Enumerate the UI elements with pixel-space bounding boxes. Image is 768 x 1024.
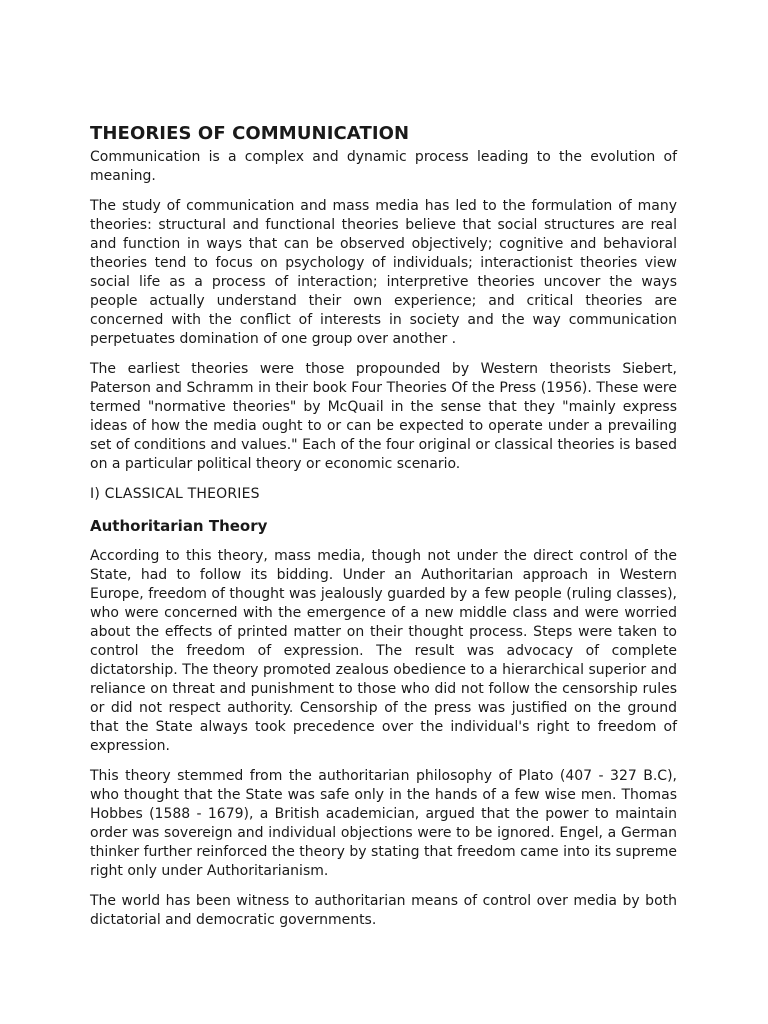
document-page xyxy=(90,122,677,941)
section-heading: I) CLASSICAL THEORIES xyxy=(90,486,260,502)
body-paragraph-2: This theory stemmed from the authoritarian philosophy of Plato (407 - 327 B.C), who thought that the State was safe only in the hands of a few wise men. Thomas Hobbes (1588 - 1679), a British academician, argued that the power to maintain order was sovereign and individual objections were to be ignored. Engel, a German thinker further reinforced the theory by stating that freedom came into its supreme right only under Authoritarianism. xyxy=(90,768,677,879)
body-paragraph-3: The world has been witness to authoritarian means of control over media by both dictatorial and democratic governments. xyxy=(90,893,677,928)
document-title: THEORIES OF COMMUNICATION xyxy=(90,123,410,144)
intro-paragraph-1: Communication is a complex and dynamic process leading to the evolution of meaning. xyxy=(90,149,677,184)
sub-heading: Authoritarian Theory xyxy=(90,517,268,535)
body-paragraph-1: According to this theory, mass media, though not under the direct control of the State, had to follow its bidding. Under an Authoritarian approach in Western Europe, freedom of thought was jealously guarded by a few people (ruling classes), who were concerned with the emergence of a new middle class and were worried about the effects of printed matter on their thought process. Steps were taken to control the freedom of expression. The result was advocacy of complete dictatorship. The theory promoted zealous obedience to a hierarchical superior and reliance on threat and punishment to those who did not follow the censorship rules or did not respect authority. Censorship of the press was justified on the ground that the State always took precedence over the individual's right to freedom of expression. xyxy=(90,548,677,754)
intro-paragraph-2: The study of communication and mass media has led to the formulation of many theories: structural and functional theories believe that social structures are real and function in ways that can be observed objectively; cognitive and behavioral theories tend to focus on psychology of individuals; interactionist theories view social life as a process of interaction; interpretive theories uncover the ways people actually understand their own experience; and critical theories are concerned with the conflict of interests in society and the way communication perpetuates domination of one group over another . xyxy=(90,198,677,347)
intro-paragraph-3: The earliest theories were those propounded by Western theorists Siebert, Paterson and Schramm in their book Four Theories Of the Press (1956). These were termed "normative theories" by McQuail in the sense that they "mainly express ideas of how the media ought to or can be expected to operate under a prevailing set of conditions and values." Each of the four original or classical theories is based on a particular political theory or economic scenario. xyxy=(90,361,677,472)
